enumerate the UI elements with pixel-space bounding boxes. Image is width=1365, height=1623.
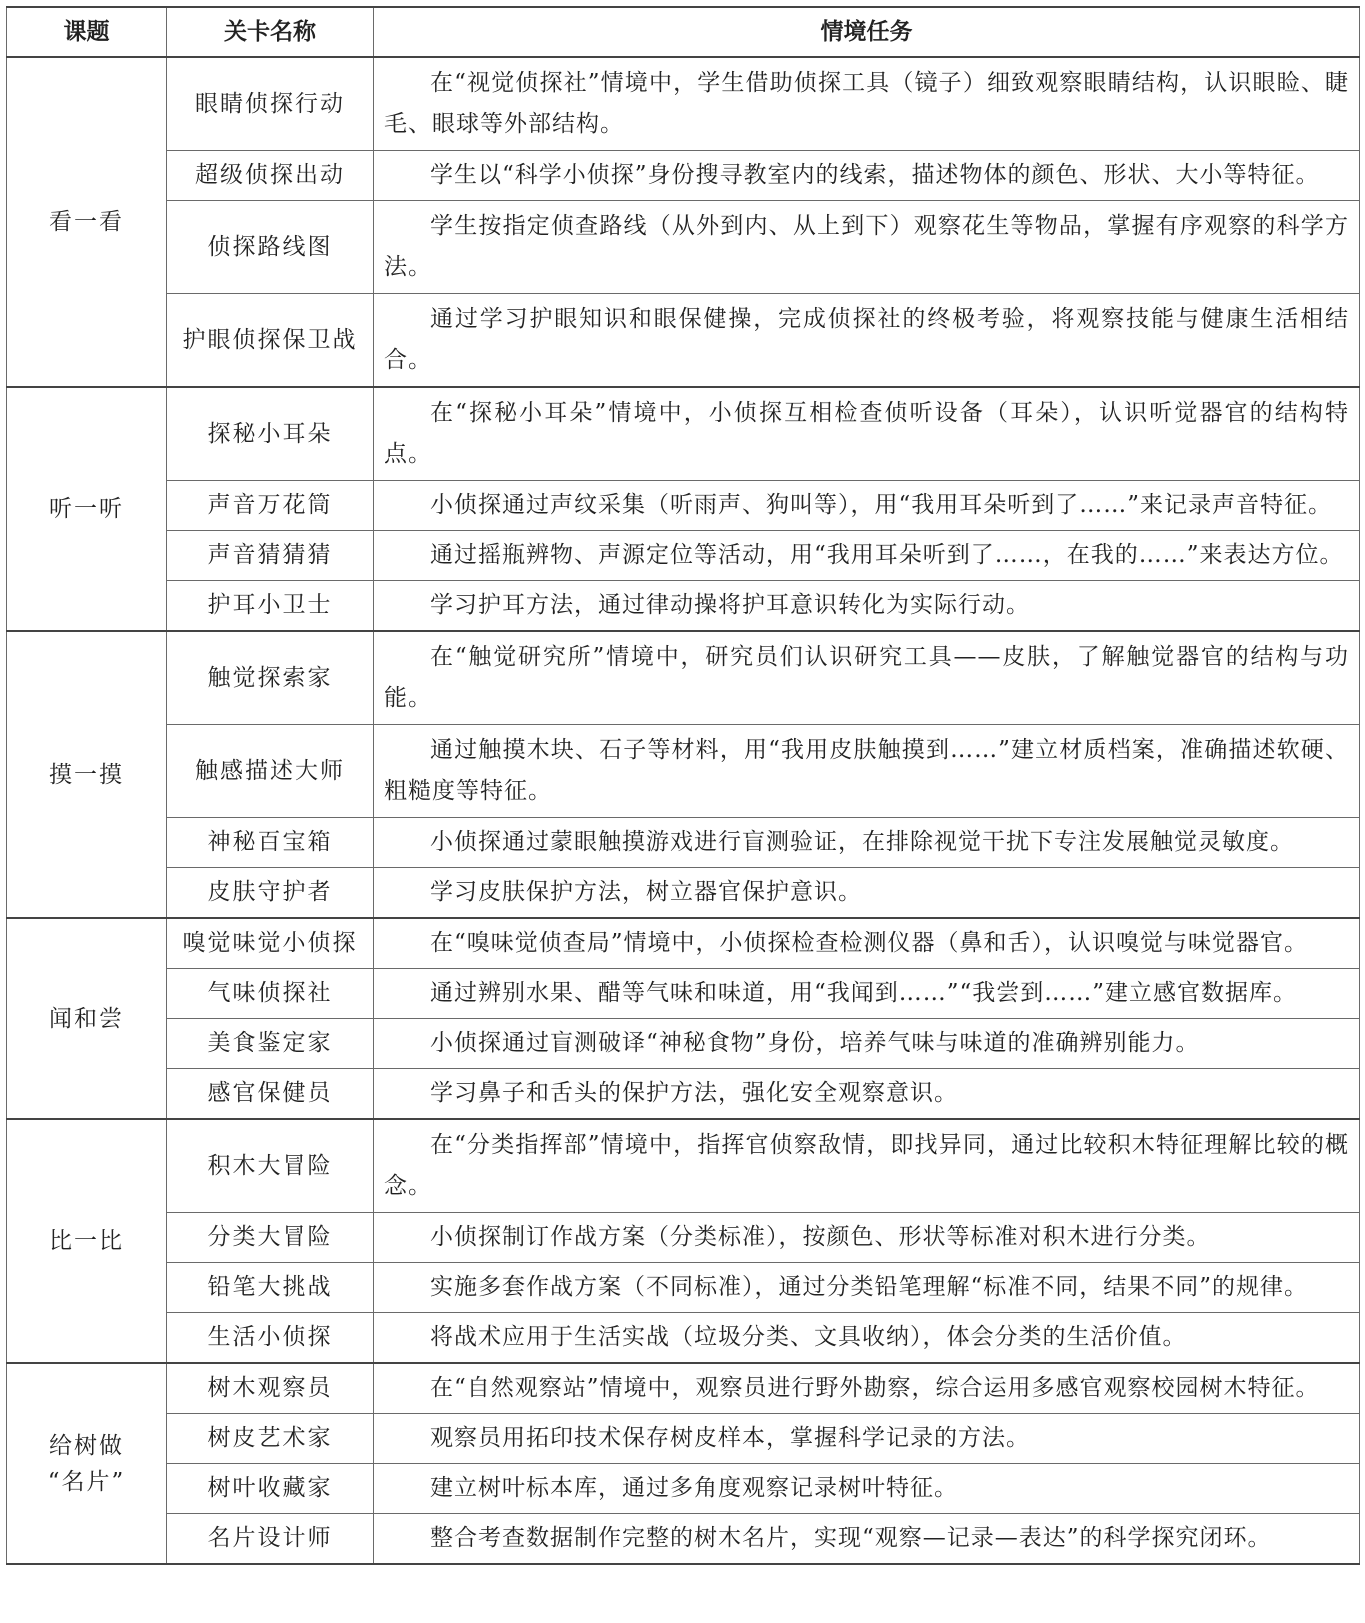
table-row (7, 201, 1360, 294)
level-name-cell: 神秘百宝箱 (167, 818, 374, 868)
task-cell: 小侦探制订作战方案（分类标准），按颜色、形状等标准对积木进行分类。 (374, 1213, 1360, 1263)
table-row (7, 918, 1360, 969)
table-row (7, 531, 1360, 581)
level-name-cell: 侦探路线图 (167, 201, 374, 294)
level-name-cell: 皮肤守护者 (167, 868, 374, 919)
table-row (7, 725, 1360, 818)
header-situational-task: 情境任务 (374, 7, 1360, 57)
task-cell: 在“分类指挥部”情境中，指挥官侦察敌情，即找异同，通过比较积木特征理解比较的概念。 (374, 1119, 1360, 1213)
header-level-name: 关卡名称 (167, 7, 374, 57)
level-name-cell: 树木观察员 (167, 1363, 374, 1414)
table-row (7, 1414, 1360, 1464)
topic-cell: 摸一摸 (7, 631, 167, 918)
level-name-cell: 铅笔大挑战 (167, 1263, 374, 1313)
task-cell: 学生按指定侦查路线（从外到内、从上到下）观察花生等物品，掌握有序观察的科学方法。 (374, 201, 1360, 294)
table-row (7, 1363, 1360, 1414)
level-name-cell: 护耳小卫士 (167, 581, 374, 632)
level-name-cell: 名片设计师 (167, 1514, 374, 1565)
task-cell: 观察员用拓印技术保存树皮样本，掌握科学记录的方法。 (374, 1414, 1360, 1464)
table-row (7, 581, 1360, 632)
task-cell: 建立树叶标本库，通过多角度观察记录树叶特征。 (374, 1464, 1360, 1514)
table-body (7, 57, 1360, 1564)
task-cell: 通过辨别水果、醋等气味和味道，用“我闻到……”“我尝到……”建立感官数据库。 (374, 969, 1360, 1019)
task-cell: 小侦探通过声纹采集（听雨声、狗叫等），用“我用耳朵听到了……”来记录声音特征。 (374, 481, 1360, 531)
task-cell: 学习护耳方法，通过律动操将护耳意识转化为实际行动。 (374, 581, 1360, 632)
table-row (7, 1069, 1360, 1120)
header-topic: 课题 (7, 7, 167, 57)
table-row (7, 818, 1360, 868)
task-cell: 将战术应用于生活实战（垃圾分类、文具收纳），体会分类的生活价值。 (374, 1313, 1360, 1364)
table-container (6, 6, 1359, 1565)
table-header (7, 7, 1360, 57)
table-row (7, 1019, 1360, 1069)
task-cell: 通过学习护眼知识和眼保健操，完成侦探社的终极考验，将观察技能与健康生活相结合。 (374, 294, 1360, 388)
level-name-cell: 积木大冒险 (167, 1119, 374, 1213)
topic-cell: 听一听 (7, 387, 167, 631)
level-name-cell: 生活小侦探 (167, 1313, 374, 1364)
task-cell: 通过摇瓶辨物、声源定位等活动，用“我用耳朵听到了……，在我的……”来表达方位。 (374, 531, 1360, 581)
task-cell: 小侦探通过盲测破译“神秘食物”身份，培养气味与味道的准确辨别能力。 (374, 1019, 1360, 1069)
level-name-cell: 触觉探索家 (167, 631, 374, 725)
level-name-cell: 树叶收藏家 (167, 1464, 374, 1514)
table-row (7, 1119, 1360, 1213)
table-row (7, 57, 1360, 151)
level-name-cell: 护眼侦探保卫战 (167, 294, 374, 388)
level-name-cell: 眼睛侦探行动 (167, 57, 374, 151)
level-name-cell: 声音万花筒 (167, 481, 374, 531)
level-name-cell: 嗅觉味觉小侦探 (167, 918, 374, 969)
topic-cell: 比一比 (7, 1119, 167, 1363)
table-row (7, 1263, 1360, 1313)
task-cell: 学生以“科学小侦探”身份搜寻教室内的线索，描述物体的颜色、形状、大小等特征。 (374, 151, 1360, 201)
task-cell: 在“触觉研究所”情境中，研究员们认识研究工具——皮肤，了解触觉器官的结构与功能。 (374, 631, 1360, 725)
task-cell: 在“视觉侦探社”情境中，学生借助侦探工具（镜子）细致观察眼睛结构，认识眼睑、睫毛、眼球等外部结构。 (374, 57, 1360, 151)
task-cell: 学习皮肤保护方法，树立器官保护意识。 (374, 868, 1360, 919)
level-name-cell: 探秘小耳朵 (167, 387, 374, 481)
table-row (7, 481, 1360, 531)
table-row (7, 969, 1360, 1019)
task-cell: 在“自然观察站”情境中，观察员进行野外勘察，综合运用多感官观察校园树木特征。 (374, 1363, 1360, 1414)
level-name-cell: 触感描述大师 (167, 725, 374, 818)
level-name-cell: 树皮艺术家 (167, 1414, 374, 1464)
situational-task-table (6, 6, 1360, 1565)
level-name-cell: 美食鉴定家 (167, 1019, 374, 1069)
table-row (7, 1313, 1360, 1364)
table-row (7, 294, 1360, 388)
level-name-cell: 分类大冒险 (167, 1213, 374, 1263)
table-row (7, 868, 1360, 919)
level-name-cell: 感官保健员 (167, 1069, 374, 1120)
task-cell: 实施多套作战方案（不同标准），通过分类铅笔理解“标准不同，结果不同”的规律。 (374, 1263, 1360, 1313)
level-name-cell: 声音猜猜猜 (167, 531, 374, 581)
table-row (7, 631, 1360, 725)
topic-cell: 看一看 (7, 57, 167, 387)
table-row (7, 1514, 1360, 1565)
table-row (7, 151, 1360, 201)
task-cell: 整合考查数据制作完整的树木名片，实现“观察—记录—表达”的科学探究闭环。 (374, 1514, 1360, 1565)
task-cell: 小侦探通过蒙眼触摸游戏进行盲测验证，在排除视觉干扰下专注发展触觉灵敏度。 (374, 818, 1360, 868)
level-name-cell: 超级侦探出动 (167, 151, 374, 201)
task-cell: 通过触摸木块、石子等材料，用“我用皮肤触摸到……”建立材质档案，准确描述软硬、粗糙度等特征。 (374, 725, 1360, 818)
task-cell: 在“探秘小耳朵”情境中，小侦探互相检查侦听设备（耳朵），认识听觉器官的结构特点。 (374, 387, 1360, 481)
topic-cell: 闻和尝 (7, 918, 167, 1119)
task-cell: 学习鼻子和舌头的保护方法，强化安全观察意识。 (374, 1069, 1360, 1120)
task-cell: 在“嗅味觉侦查局”情境中，小侦探检查检测仪器（鼻和舌），认识嗅觉与味觉器官。 (374, 918, 1360, 969)
table-row (7, 387, 1360, 481)
topic-cell: 给树做 “名片” (7, 1363, 167, 1564)
table-row (7, 1213, 1360, 1263)
table-row (7, 1464, 1360, 1514)
level-name-cell: 气味侦探社 (167, 969, 374, 1019)
